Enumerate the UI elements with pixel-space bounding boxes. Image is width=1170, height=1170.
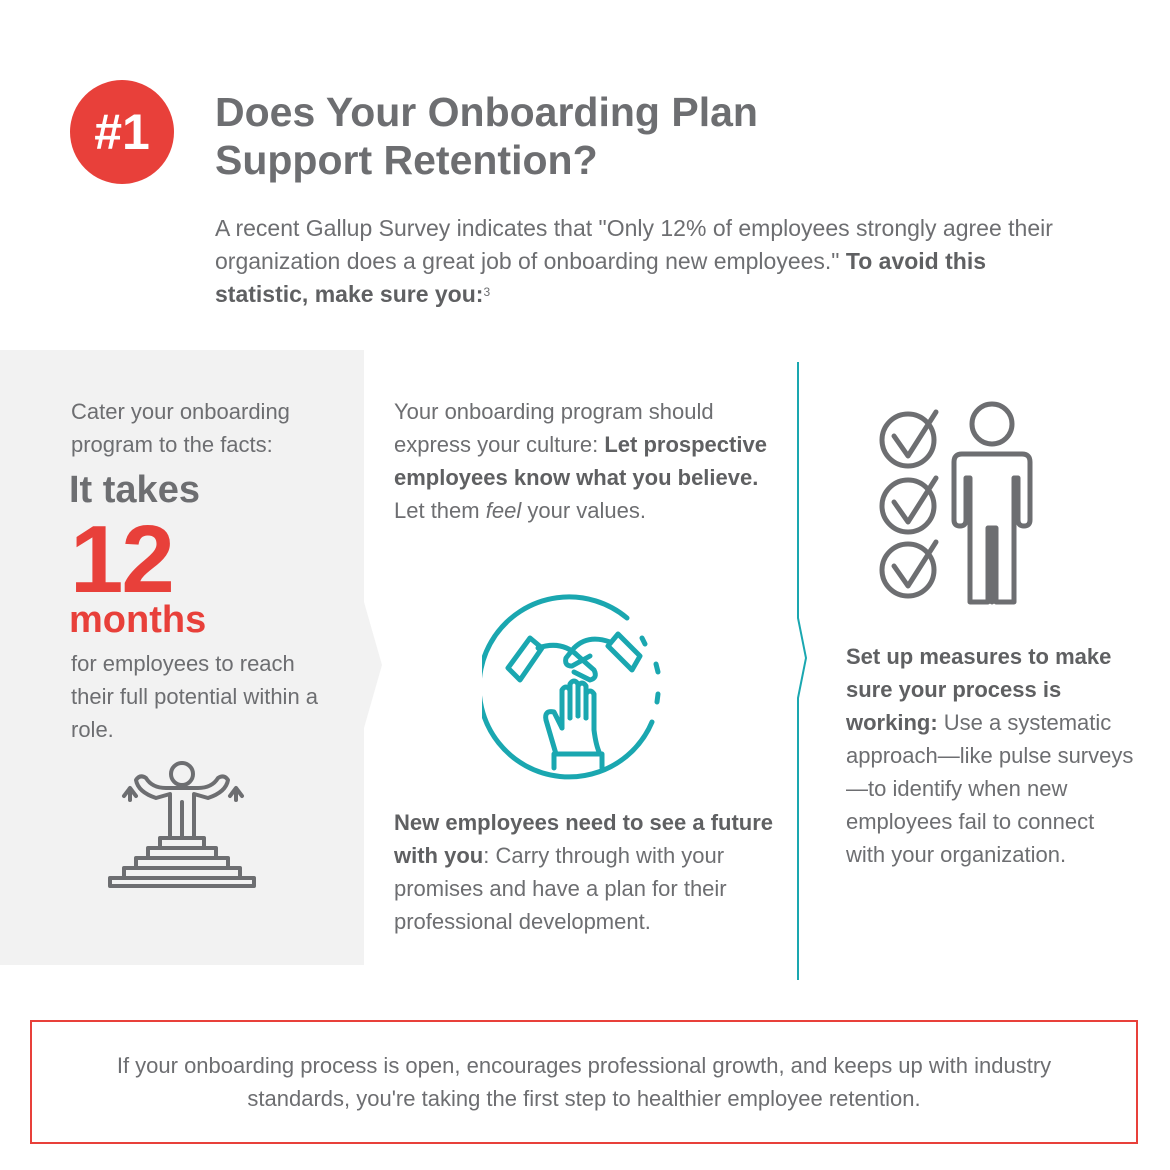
page-title-line2: Support Retention? — [215, 137, 598, 183]
culture-bold: Let prospective employees know what you believe. — [394, 432, 767, 490]
future-plain: : Carry through with your promises and have a plan for their professional development. — [394, 843, 727, 934]
intro-text: A recent Gallup Survey indicates that "Only 12% of employees strongly agree their organization does a great job of onboarding new employees." — [215, 215, 1053, 274]
page-title-line1: Does Your Onboarding Plan — [215, 89, 758, 135]
future-bold: New employees need to see a future with you — [394, 810, 774, 868]
measures-paragraph — [846, 640, 1136, 871]
culture-plain3: your values. — [527, 498, 646, 523]
intro-footnote: 3 — [483, 285, 491, 299]
joined-hands-icon — [482, 590, 678, 786]
culture-plain: Your onboarding program should express your culture: — [394, 399, 714, 457]
callout-text: If your onboarding process is open, encourages professional growth, and keeps up with industry standards, you're taking the first step to healthier employee retention. — [116, 1053, 1052, 1111]
intro-paragraph — [215, 212, 1065, 311]
months-number: 12 — [70, 506, 173, 613]
culture-italic: feel — [485, 498, 522, 523]
measures-bold: Set up measures to make sure your process is working: — [846, 644, 1112, 735]
months-label: months — [69, 599, 207, 641]
facts-panel — [0, 350, 364, 965]
facts-rest: for employees to reach their full potential within a role. — [71, 651, 319, 742]
intro-bold: To avoid this statistic, make sure you: — [215, 248, 987, 307]
panel-notch — [362, 595, 386, 755]
future-paragraph — [394, 806, 789, 938]
facts-lead: Cater your onboarding program to the facts: — [71, 399, 290, 457]
it-takes-label: It takes — [69, 469, 200, 511]
podium-person-icon — [104, 760, 264, 890]
checklist-person-icon — [878, 398, 1038, 610]
summary-callout — [30, 1020, 1138, 1144]
number-badge — [70, 80, 174, 184]
measures-plain: Use a systematic approach—like pulse surveys—to identify when new employees fail to connect with your organization. — [846, 710, 1134, 867]
culture-paragraph — [394, 395, 774, 527]
column-divider — [794, 362, 808, 982]
page-title — [215, 88, 855, 184]
badge-label: #1 — [94, 104, 150, 160]
culture-plain2: Let them — [394, 498, 480, 523]
